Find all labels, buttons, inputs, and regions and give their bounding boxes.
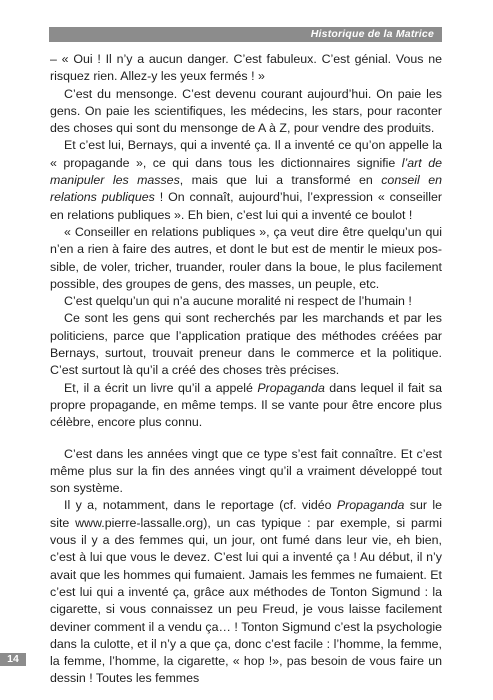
paragraph bbox=[50, 446, 442, 498]
text-run: sur le site www.pierre-lassalle.org), un cas typique : par exemple, si parmi vous il y a des femmes qui, un jour, ont fumé dans leur vie, eh bien, c’est à lui que vous le devez. C’est lui qui a inventé ça ! Au début, il n’y avait que les hommes qui fumaient. Jamais les femmes ne fumaient. Et c’est lui qui a inventé ça, grâce aux méthodes de Tonton Sigmund : la cigarette, si vous connaissez un peu Freud, je vous laisse facilement deviner comment il a vendu ça… ! Tonton Sigmund c’est la psychologie dans la culotte, et il n’y a que ça, donc c’est facile : l’homme, la femme, la femme, l’homme, la cigarette, « hop !», pas besoin de vous faire un dessin ! Toutes les femmes bbox=[50, 498, 443, 686]
paragraph bbox=[50, 380, 442, 432]
text-run: Et c’est lui, Bernays, qui a inventé ça. Il a inventé ce qu’on appelle la « propagande », ce qui dans tous les dictionnaires signifie bbox=[50, 138, 442, 170]
text-run: Et, il a écrit un livre qu’il a appelé bbox=[64, 380, 258, 395]
italic-text: conseil en relations publiques bbox=[50, 173, 442, 205]
text-run: « Conseiller en relations publiques », ça veut dire être quelqu’un qui n’en a rien à faire des autres, et dont le but est de mentir le mieux possible, de voler, tricher, truander, rouler dans la boue, le plus facilement possible, des groupes de gens, des masses, un peuple, etc. bbox=[50, 224, 442, 291]
text-run: C’est du mensonge. C’est devenu courant aujourd’hui. On paie les gens. On paie les scientifiques, les médecins, les stars, pour raconter des choses qui sont du mensonge de A à Z, pour vendre des produits. bbox=[50, 86, 442, 136]
italic-text: Propaganda bbox=[336, 498, 405, 513]
page-body bbox=[50, 51, 442, 688]
running-header bbox=[49, 27, 442, 42]
text-run: , mais que lui a transformé en bbox=[179, 173, 382, 188]
text-run: C’est dans les années vingt que ce type s’est fait connaître. Et c’est même plus sur la fin des années vingt qu’il a vraiment développé tout son système. bbox=[50, 446, 442, 496]
text-run: dans lequel il fait sa propre propagande, en même temps. Il se vante pour être encore plus célèbre, encore plus connu. bbox=[50, 380, 442, 430]
paragraph bbox=[50, 293, 442, 310]
text-run: – « Oui ! Il n’y a aucun danger. C’est fabuleux. C’est génial. Vous ne risquez rien. Allez-y les yeux fermés ! » bbox=[50, 52, 442, 84]
paragraph bbox=[50, 137, 442, 223]
text-run: ! On connaît, aujourd’hui, l’expression « conseiller en relations publiques ». Eh bien, c’est lui qui a inventé ce boulot ! bbox=[50, 190, 442, 222]
text-run: Il y a, notamment, dans le reportage (cf. vidéo bbox=[64, 498, 337, 513]
paragraph bbox=[50, 310, 442, 379]
italic-text: Propaganda bbox=[257, 380, 325, 395]
paragraph bbox=[50, 51, 442, 86]
page-number-tab bbox=[0, 653, 26, 666]
italic-text: l’art de manipuler les masses bbox=[50, 155, 442, 188]
paragraph bbox=[50, 86, 442, 138]
text-run: Ce sont les gens qui sont recherchés par les marchands et par les politiciens, parce que l’application pratique des méthodes créées par Bernays, surtout, trouvait preneur dans le commerce et la politique. C’est surtout là qu’il a créé des choses très précises. bbox=[50, 311, 442, 378]
paragraph bbox=[50, 224, 442, 293]
text-run: C’est quelqu’un qui n’a aucune moralité ni respect de l’humain ! bbox=[64, 294, 412, 309]
paragraph bbox=[50, 497, 442, 687]
page-number: 14 bbox=[7, 653, 19, 665]
running-header-title: Historique de la Matrice bbox=[310, 28, 434, 40]
